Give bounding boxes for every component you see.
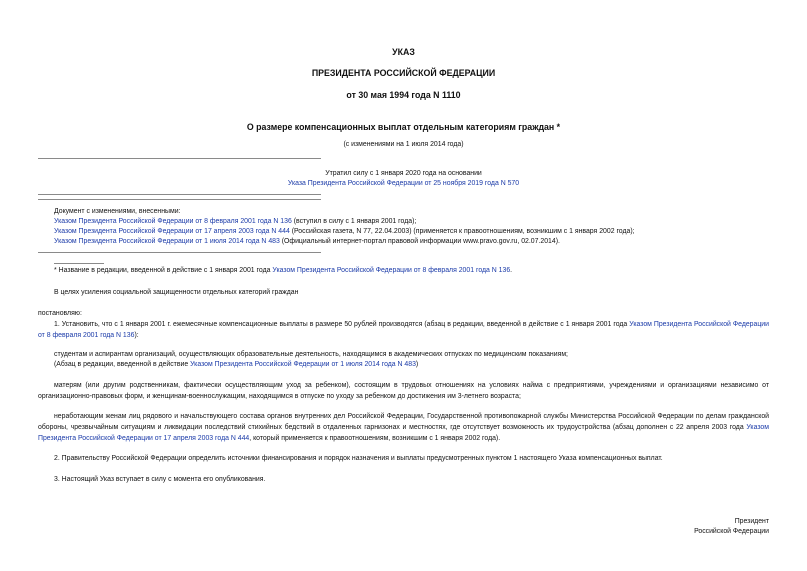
signature-country: Российской Федерации — [694, 528, 769, 535]
changes-heading: Документ с изменениями, внесенными: — [54, 208, 181, 215]
paragraph-1 — [38, 320, 769, 342]
intro-text: В целях усиления социальной защищенности отдельных категорий граждан — [54, 289, 299, 296]
change-decree-link[interactable]: Указом Президента Российской Федерации от 17 апреля 2003 года N 444 — [54, 228, 290, 235]
change-item-text: (вступил в силу с 1 января 2001 года); — [291, 218, 417, 225]
paragraph-1-decree-link[interactable]: Указом Президента Российской Федерации от 8 февраля 2001 года N 136 — [38, 321, 769, 339]
paragraph-3: 3. Настоящий Указ вступает в силу с момента его опубликования. — [54, 476, 266, 483]
issuer-heading: ПРЕЗИДЕНТА РОССИЙСКОЙ ФЕДЕРАЦИИ — [311, 68, 496, 78]
change-item-text: (Официальный интернет-портал правовой информации www.pravo.gov.ru, 02.07.2014). — [279, 238, 560, 245]
students-clause: студентам и аспирантам организаций, осуществляющих образовательные деятельность, находящимся в академических отпусках по медицинским показаниям; — [54, 351, 568, 358]
change-item — [54, 217, 416, 227]
divider — [38, 194, 321, 195]
paragraph-2: 2. Правительству Российской Федерации определить источники финансирования и порядок назначения и выплаты предусмотренных пунктом 1 настоящего Указа компенсационных выплат. — [54, 455, 663, 462]
signature-title: Президент — [734, 518, 769, 525]
wives-clause — [38, 412, 769, 444]
wives-clause-decree-link[interactable]: Указом Президента Российской Федерации от 17 апреля 2003 года N 444 — [38, 423, 769, 442]
footnote-text: * Название в редакции, введенной в действие с 1 января 2001 года — [54, 267, 273, 274]
footnote-decree-link[interactable]: Указом Президента Российской Федерации от 8 февраля 2001 года N 136 — [272, 267, 511, 274]
paragraph-1-end: ): — [134, 331, 139, 339]
change-item — [54, 237, 560, 247]
document-title: О размере компенсационных выплат отдельным категориям граждан * — [246, 122, 561, 132]
wives-clause-end: , который применяется к правоотношениям, возникшим с 1 января 2002 года). — [249, 434, 501, 442]
expiry-decree-link[interactable]: Указа Президента Российской Федерации от 25 ноября 2019 года N 570 — [287, 180, 520, 187]
students-note-decree-link[interactable]: Указом Президента Российской Федерации от 1 июля 2014 года N 483 — [190, 361, 416, 368]
decree-word: постановляю: — [38, 310, 82, 317]
students-note — [54, 360, 418, 370]
change-item — [54, 227, 635, 237]
divider — [38, 199, 321, 200]
students-note-end: ) — [415, 361, 419, 368]
change-decree-link[interactable]: Указом Президента Российской Федерации от 8 февраля 2001 года N 136 — [54, 218, 292, 225]
expiry-notice: Утратил силу с 1 января 2020 года на основании — [325, 170, 482, 177]
footnote — [54, 266, 512, 276]
footnote-end: . — [510, 267, 513, 274]
decree-date-heading: от 30 мая 1994 года N 1110 — [346, 90, 461, 100]
mothers-clause: матерям (или другим родственникам, фактически осуществляющим уход за ребенком), состоящим в трудовых отношениях на условиях найма с предприятиями, учреждениями и организациями независимо от организационно-правовых форм, и женщинам-военнослужащим, находящимся в отпуске по уходу за ребенком до достижения им 3-летнего возраста; — [38, 382, 769, 400]
footnote-divider — [54, 263, 104, 264]
change-item-text: (Российская газета, N 77, 22.04.2003) (применяется к правоотношениям, возникшим с 1 января 2002 года); — [289, 228, 635, 235]
divider — [38, 158, 321, 159]
paragraph-1-text: 1. Установить, что с 1 января 2001 г. ежемесячные компенсационные выплаты в размере 50 рублей производятся (абзац в редакции, введенной в действие с 1 января 2001 года — [54, 321, 630, 328]
students-note-text: (Абзац в редакции, введенной в действие — [54, 361, 191, 368]
wives-clause-text: неработающим женам лиц рядового и начальствующего состава органов внутренних дел Российской Федерации, Государственной противопожарной службы Министерства Российской Федерации по делам гражданской обороны, чрезвычайным ситуациям и ликвидации последствий стихийных бедствий в отдаленных гарнизонах и местностях, где отсутствует возможность их трудоустройства (абзац дополнен с 22 апреля 2003 года — [38, 413, 769, 431]
expiry-link-row — [0, 180, 807, 187]
revision-note: (с изменениями на 1 июля 2014 года) — [343, 141, 464, 148]
change-decree-link[interactable]: Указом Президента Российской Федерации от 1 июля 2014 года N 483 — [54, 238, 280, 245]
decree-type-heading: УКАЗ — [392, 47, 415, 57]
divider — [38, 252, 321, 253]
